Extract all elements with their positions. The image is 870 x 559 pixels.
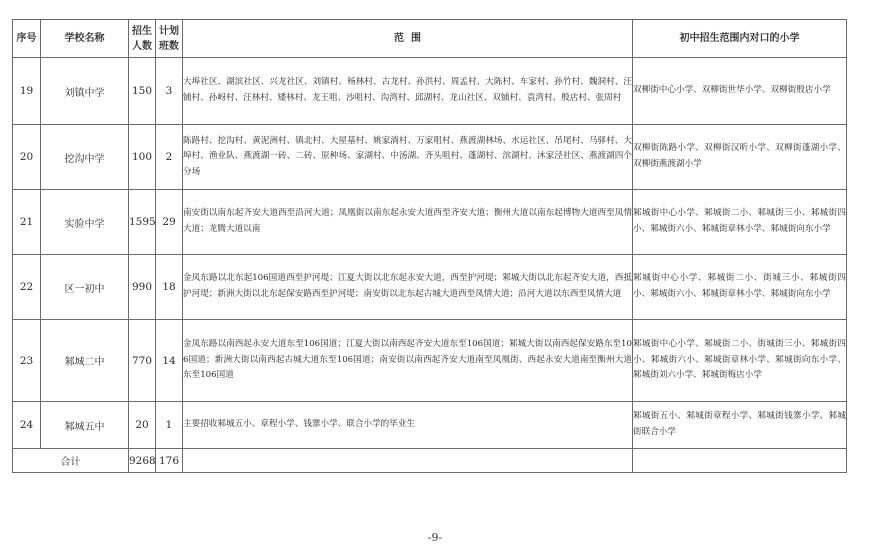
row-range: 南安街以南东起齐安大道西至沿河大道；凤凰街以南东起永安大道西至齐安大道；衡州大道以南东起博物大道西至凤情大道；龙腾大道以南	[183, 190, 633, 255]
row-classes: 2	[156, 125, 183, 190]
header-enroll: 招生人数	[129, 20, 156, 58]
row-range: 大埠社区、湖滨社区、兴龙社区、刘镇村、杨林村、古龙村、孙洪村、周孟村、大陈村、车家村、孙竹村、魏洞村、汪铺村、孙岈村、汪林村、矮林村、龙王咀、沙咀村、沟湾村、邱湖村、龙山社区、双铺村、袁湾村、殷店村、张周村	[183, 58, 633, 125]
header-primary: 初中招生范围内对口的小学	[633, 20, 847, 58]
table-row	[13, 320, 847, 402]
row-primary: 双柳街中心小学、双柳街世华小学、双柳街殷店小学	[633, 58, 847, 125]
row-primary: 邾城街中心小学、邾城街二小、邾城街三小、邾城街四小、邾城街六小、邾城街章林小学、邾城街向东小学	[633, 190, 847, 255]
row-school: 刘镇中学	[41, 58, 129, 125]
row-primary: 邾城街中心小学、邾城街二小、街城街三小、邾城街四小、邾城街六小、邾城街章林小学、邾城街向东小学、邾城街刘六小学、邾城街梅店小学	[633, 320, 847, 402]
row-range: 金凤东路以北东起106国道西至护河堤；江夏大街以北东起永安大道，西至护河堤；邾城大街以北东起齐安大道，西抵护河堤；新洲大街以北东起保安路西至护河堤；南安街以北东起古城大道西至凤情大道；沿河大道以东西至凤情大道	[183, 255, 633, 320]
row-enroll: 990	[129, 255, 156, 320]
row-classes: 3	[156, 58, 183, 125]
table-row	[13, 125, 847, 190]
row-primary: 邾城街五小、邾城街章程小学、邾城街钱寨小学、邾城街联合小学	[633, 402, 847, 449]
row-range: 金凤东路以南西起永安大道东至106国道；江夏大街以南西起齐安大道东至106国道；邾城大街以南西起保安路东至106国道；新洲大街以南西起古城大道东至106国道；南安街以南西起齐安大道南至凤凰街、西起永安大道南至衡州大道东至106国道	[183, 320, 633, 402]
row-classes: 29	[156, 190, 183, 255]
row-school: 实验中学	[41, 190, 129, 255]
row-num: 24	[13, 402, 41, 449]
row-range: 主要招收邾城五小、章程小学、钱寨小学、联合小学的毕业生	[183, 402, 633, 449]
row-enroll: 100	[129, 125, 156, 190]
table-row	[13, 190, 847, 255]
row-num: 23	[13, 320, 41, 402]
table-header-row	[13, 20, 847, 58]
row-enroll: 20	[129, 402, 156, 449]
header-school: 学校名称	[41, 20, 129, 58]
row-enroll: 150	[129, 58, 156, 125]
row-num: 20	[13, 125, 41, 190]
row-classes: 18	[156, 255, 183, 320]
total-range-empty	[183, 449, 633, 473]
total-row	[13, 449, 847, 473]
row-range: 陈路村、挖沟村、黄泥洲村、镇北村、大屋基村、姚家淌村、万家咀村、燕渡湖林场、水运社区、吊尾村、马驿村、大埠村、渔业队、燕渡湖一砖、二砖、原种场、家湖村、中汤湖、齐头咀村、蓬湖村、滨湖村、沐家泾社区、燕渡湖四个分场	[183, 125, 633, 190]
row-school: 区一初中	[41, 255, 129, 320]
row-enroll: 770	[129, 320, 156, 402]
row-num: 19	[13, 58, 41, 125]
row-classes: 1	[156, 402, 183, 449]
table-row	[13, 402, 847, 449]
table-row	[13, 58, 847, 125]
row-school: 邾城五中	[41, 402, 129, 449]
row-school: 邾城二中	[41, 320, 129, 402]
row-num: 21	[13, 190, 41, 255]
total-classes: 176	[156, 449, 183, 473]
enrollment-table	[12, 19, 847, 473]
total-enroll: 9268	[129, 449, 156, 473]
row-classes: 14	[156, 320, 183, 402]
header-num: 序号	[13, 20, 41, 58]
row-primary: 双柳街陈路小学、双柳街汉昕小学、双柳街蓬湖小学、双柳街燕渡湖小学	[633, 125, 847, 190]
table-row	[13, 255, 847, 320]
header-range: 范 围	[183, 20, 633, 58]
row-enroll: 1595	[129, 190, 156, 255]
page-number: -9-	[427, 531, 443, 544]
row-school: 挖沟中学	[41, 125, 129, 190]
header-classes: 计划班数	[156, 20, 183, 58]
total-label: 合计	[13, 449, 129, 473]
row-num: 22	[13, 255, 41, 320]
total-primary-empty	[633, 449, 847, 473]
row-primary: 邾城街中心小学、邾城街二小、街城三小、邾城街四小、邾城街六小、邾城街章林小学、邾城街向东小学	[633, 255, 847, 320]
